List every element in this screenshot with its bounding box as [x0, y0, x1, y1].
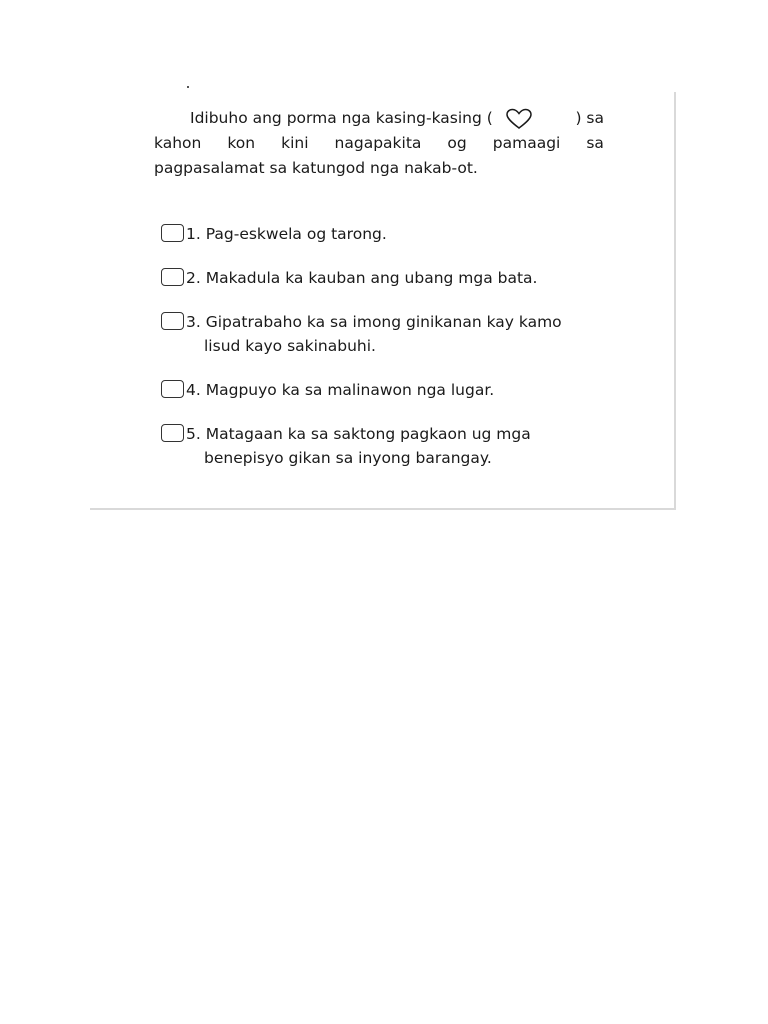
item-line-1: Makadula ka kauban ang ubang mga bata.	[205, 269, 538, 287]
instruction-lead	[190, 106, 533, 131]
instruction-word: sa	[586, 134, 604, 152]
answer-box[interactable]	[161, 424, 184, 442]
instruction-word: kahon	[154, 134, 202, 152]
item-number: 2.	[186, 269, 201, 287]
item-text	[186, 378, 601, 402]
worksheet-card	[90, 92, 676, 510]
instruction-text-before-icon: Idibuho ang porma nga kasing-kasing (	[190, 109, 493, 127]
item-text	[186, 266, 601, 290]
answer-box[interactable]	[161, 224, 184, 242]
instruction-line-3	[154, 156, 604, 181]
checklist-item-4	[161, 378, 601, 402]
item-number: 1.	[186, 225, 201, 243]
stray-mark	[187, 86, 189, 88]
item-text	[186, 222, 601, 246]
item-line-1: Magpuyo ka sa malinawon nga lugar.	[205, 381, 495, 399]
instruction-word: kon	[227, 134, 256, 152]
checklist-item-3	[161, 310, 601, 358]
instruction-word: pamaagi	[492, 134, 561, 152]
item-number: 4.	[186, 381, 201, 399]
checklist-item-2	[161, 266, 601, 290]
item-line-1: Matagaan ka sa saktong pagkaon ug mga	[205, 425, 531, 443]
checklist-item-1	[161, 222, 601, 246]
item-line-1: Pag-eskwela og tarong.	[205, 225, 387, 243]
instruction-line-1	[154, 106, 604, 131]
item-text	[186, 310, 601, 358]
instruction-text-after-icon: ) sa	[575, 109, 604, 127]
item-text	[186, 422, 601, 470]
instruction-paragraph	[154, 106, 604, 181]
answer-box[interactable]	[161, 380, 184, 398]
instruction-line-2	[154, 131, 604, 156]
heart-icon	[505, 108, 533, 130]
instruction-text-line-3: pagpasalamat sa katungod nga nakab-ot.	[154, 159, 478, 177]
instruction-word: nagapakita	[334, 134, 422, 152]
checklist-item-5	[161, 422, 601, 470]
answer-box[interactable]	[161, 268, 184, 286]
item-number: 5.	[186, 425, 201, 443]
item-line-1: Gipatrabaho ka sa imong ginikanan kay kamo	[205, 313, 562, 331]
item-line-2: benepisyo gikan sa inyong barangay.	[204, 449, 492, 467]
instruction-word: kini	[281, 134, 309, 152]
item-line-2: lisud kayo sakinabuhi.	[204, 337, 376, 355]
item-number: 3.	[186, 313, 201, 331]
instruction-word: og	[447, 134, 467, 152]
checklist	[161, 222, 601, 470]
answer-box[interactable]	[161, 312, 184, 330]
